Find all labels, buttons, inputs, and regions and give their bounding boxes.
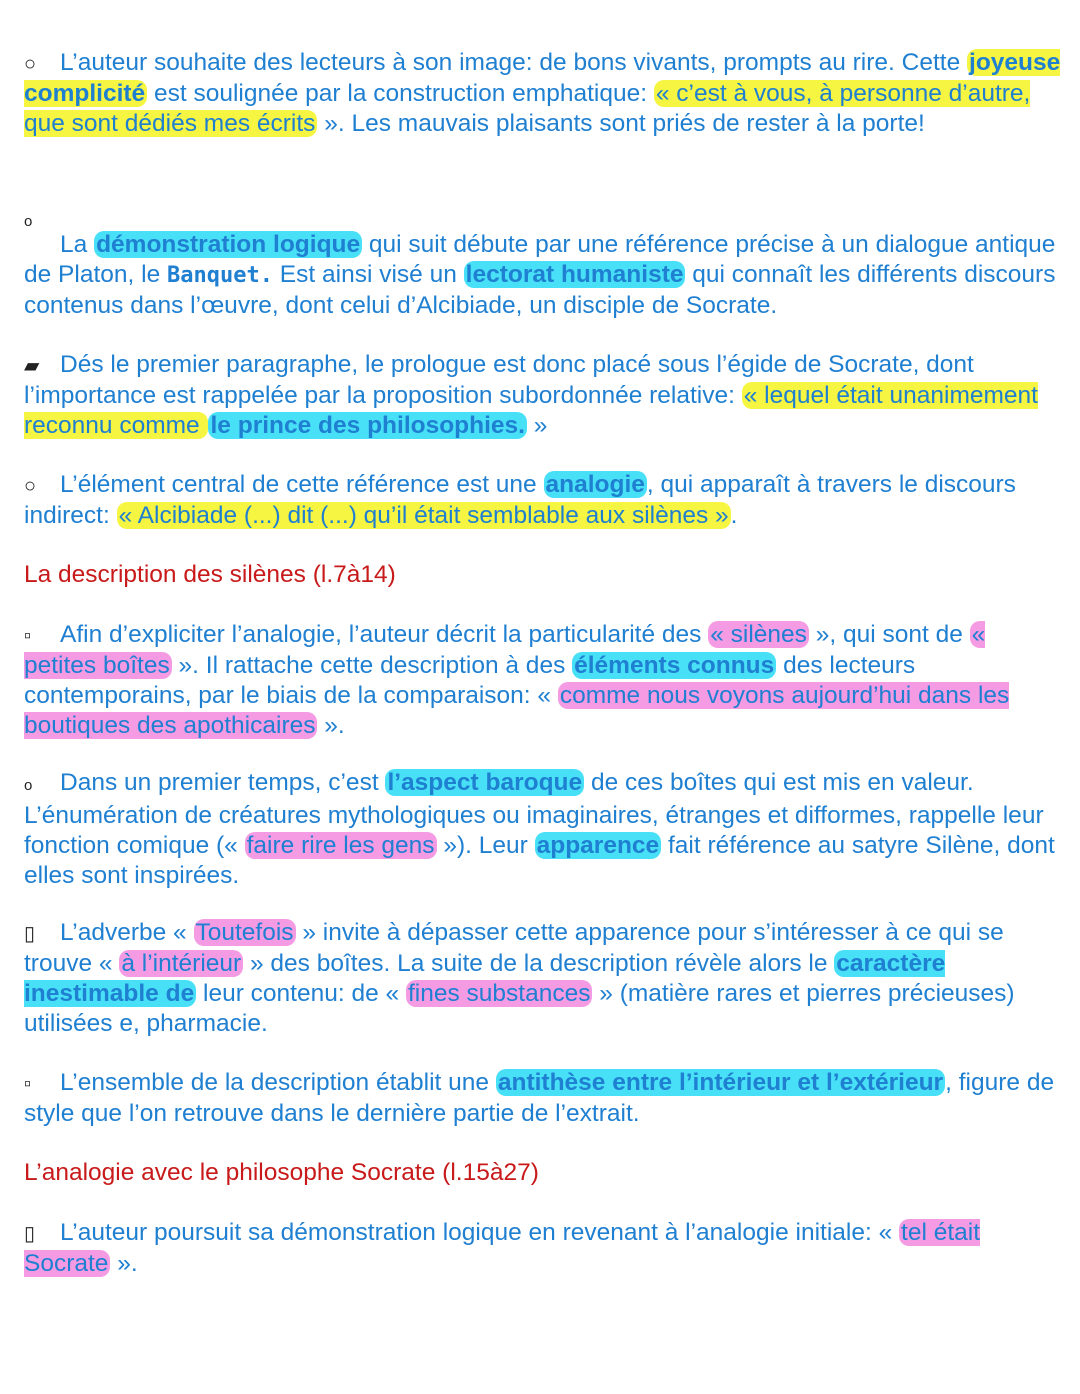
text: ». Il rattache cette description à des [171,652,573,679]
paragraph-bullet-only [24,204,1064,228]
text: Dans un premier temps, c’est [60,769,386,796]
highlight-yellow: « lequel était unanimement reconnu comme [24,382,1038,439]
highlight-pink: à l’intérieur [121,950,242,977]
text: » [526,412,548,439]
bullet-square: ▫ [24,625,32,647]
highlight-cyan: antithèse entre l’intérieur et l’extérieur [497,1069,944,1096]
text: des lecteurs contemporains, par le biais de la comparaison: « [24,652,916,709]
highlight-cyan: démonstration logique [96,231,361,258]
section-heading-silenes: La description des silènes (l.7à14) [24,561,396,588]
highlight-cyan: le prince des philosophies. [210,412,525,439]
text: » des boîtes. La suite de la description révèle alors le [243,950,835,977]
text: Est ainsi visé un [273,261,464,288]
highlight-pink: tel était Socrate [24,1219,981,1277]
highlight-cyan: lectorat humaniste [465,261,684,288]
highlight-yellow: « Alcibiade (...) dit (...) qu’il était semblable aux silènes » [118,502,729,529]
paragraph-logical-demonstration [24,230,1064,321]
text: L’auteur souhaite des lecteurs à son image: de bons vivants, prompts au rire. Cette [60,49,961,76]
text: leur contenu: de « [196,980,406,1007]
text: ». Les mauvais plaisants sont priés de rester à la porte! [317,110,925,137]
text: de ces boîtes qui est mis en valeur. L’énumération de créatures mythologiques ou imaginaires, étranges et difformes, rappelle leur fonction comique (« [24,769,1044,859]
work-title: Banquet. [167,263,273,288]
text: fait référence au satyre Silène, dont elles sont inspirées. [24,832,1055,889]
bullet-rectangle: ▯ [24,1223,36,1245]
text: , figure de style que l’on retrouve dans le dernière partie de l’extrait. [24,1069,1055,1127]
highlight-pink: Toutefois [195,919,294,946]
text: »). Leur [436,832,535,859]
text: qui connaît les différents discours contenus dans l’œuvre, dont celui d’Alcibiade, un disciple de Socrate. [24,261,1056,319]
paragraph-reader-complicity [24,48,1064,139]
paragraph-analogy [24,470,1064,531]
text: » (matière rares et pierres précieuses) utilisées e, pharmacie. [24,980,1015,1037]
text: Afin d’expliciter l’analogie, l’auteur décrit la particularité des [60,621,709,648]
highlight-pink: « silènes [710,621,807,648]
bullet-circle: o [24,777,33,794]
text: L’auteur poursuit sa démonstration logique en revenant à l’analogie initiale: « [60,1219,900,1246]
text: est soulignée par la construction emphatique: [147,80,654,107]
paragraph-socrates-aegis [24,350,1064,441]
highlight-cyan: apparence [536,832,660,859]
text: La [60,231,95,258]
bullet-square: ▫ [24,1073,32,1095]
bullet-marker: ▰ [24,355,40,377]
text: » invite à dépasser cette apparence pour s’intéresser à ce qui se trouve « [24,919,1004,977]
paragraph-toutefois [24,918,1064,1039]
highlight-cyan: éléments connus [574,652,775,679]
section-heading-socrates: L’analogie avec le philosophe Socrate (l.15à27) [24,1159,539,1186]
bullet-circle: ○ [24,53,37,75]
text: , qui apparaît à travers le discours indirect: [24,471,1016,529]
highlight-pink: fines substances [407,980,591,1007]
highlight-cyan: l’aspect baroque [387,769,583,796]
highlight-cyan: analogie [545,471,645,498]
text: L’ensemble de la description établit une [60,1069,496,1096]
paragraph-silenes-description [24,620,1064,741]
highlight-yellow: joyeuse complicité [24,49,1061,107]
text: qui suit débute par une référence précise à un dialogue antique de Platon, le [24,231,1056,288]
paragraph-antithesis [24,1068,1064,1129]
text: L’élément central de cette référence est une [60,471,544,498]
highlight-cyan: caractère inestimable de [24,950,946,1007]
text: . [730,502,738,529]
text: L’adverbe « [60,919,194,946]
bullet-circle: ○ [24,475,37,497]
paragraph-baroque-aspect [24,768,1064,891]
highlight-pink: « petites boîtes [24,621,986,679]
text: Dés le premier paragraphe, le prologue est donc placé sous l’égide de Socrate, dont l’importance est rappelée par la proposition subordonnée relative: [24,351,974,409]
highlight-pink: faire rire les gens [246,832,435,859]
text: ». [317,712,345,739]
paragraph-socrates-analogy [24,1218,1064,1279]
highlight-pink: comme nous voyons aujourd’hui dans les boutiques des apothicaires [24,682,1010,739]
highlight-yellow: « c’est à vous, à personne d’autre, que sont dédiés mes écrits [24,80,1031,137]
text: ». [110,1250,138,1277]
bullet-rectangle: ▯ [24,923,36,945]
bullet-circle: o [24,213,33,230]
text: », qui sont de [808,621,970,648]
